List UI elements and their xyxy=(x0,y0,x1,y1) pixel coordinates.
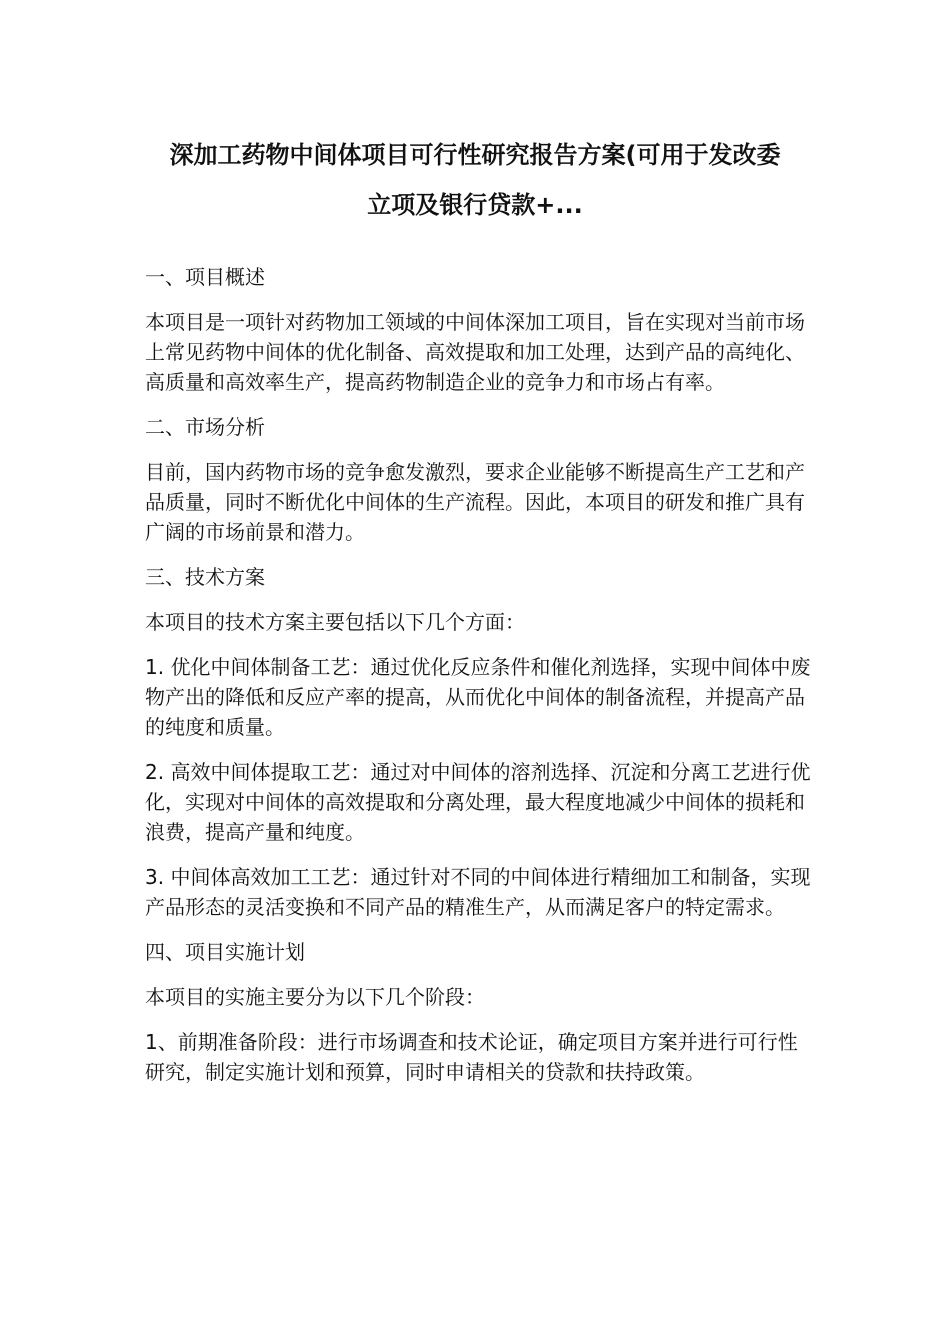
paragraph-plan-stage-1: 1、前期准备阶段：进行市场调查和技术论证，确定项目方案并进行可行性研究，制定实施计划和预算，同时申请相关的贷款和扶持政策。 xyxy=(145,1030,798,1084)
section-heading-tech: 三、技术方案 xyxy=(145,565,265,589)
paragraph-tech-item-2: 2. 高效中间体提取工艺：通过对中间体的溶剂选择、沉淀和分离工艺进行优化，实现对中间体的高效提取和分离处理，最大程度地减少中间体的损耗和浪费，提高产量和纯度。 xyxy=(145,760,811,844)
paragraph-plan-intro: 本项目的实施主要分为以下几个阶段： xyxy=(145,985,485,1009)
paragraph-tech-item-1: 1. 优化中间体制备工艺：通过优化反应条件和催化剂选择，实现中间体中废物产出的降低和反应产率的提高，从而优化中间体的制备流程，并提高产品的纯度和质量。 xyxy=(145,655,811,739)
paragraph-overview: 本项目是一项针对药物加工领域的中间体深加工项目，旨在实现对当前市场上常见药物中间体的优化制备、高效提取和加工处理，达到产品的高纯化、高质量和高效率生产，提高药物制造企业的竞争力和市场占有率。 xyxy=(145,310,805,394)
document-title xyxy=(100,130,850,230)
section-heading-plan: 四、项目实施计划 xyxy=(145,940,305,964)
title-line-2: 立项及银行贷款+... xyxy=(367,191,583,219)
section-heading-overview: 一、项目概述 xyxy=(145,265,265,289)
paragraph-tech-item-3: 3. 中间体高效加工工艺：通过针对不同的中间体进行精细加工和制备，实现产品形态的灵活变换和不同产品的精准生产，从而满足客户的特定需求。 xyxy=(145,865,811,919)
title-line-1: 深加工药物中间体项目可行性研究报告方案(可用于发改委 xyxy=(169,141,781,169)
document-body xyxy=(145,262,813,1102)
paragraph-tech-intro: 本项目的技术方案主要包括以下几个方面： xyxy=(145,610,525,634)
section-heading-market: 二、市场分析 xyxy=(145,415,265,439)
paragraph-market: 目前，国内药物市场的竞争愈发激烈，要求企业能够不断提高生产工艺和产品质量，同时不断优化中间体的生产流程。因此，本项目的研发和推广具有广阔的市场前景和潜力。 xyxy=(145,460,805,544)
